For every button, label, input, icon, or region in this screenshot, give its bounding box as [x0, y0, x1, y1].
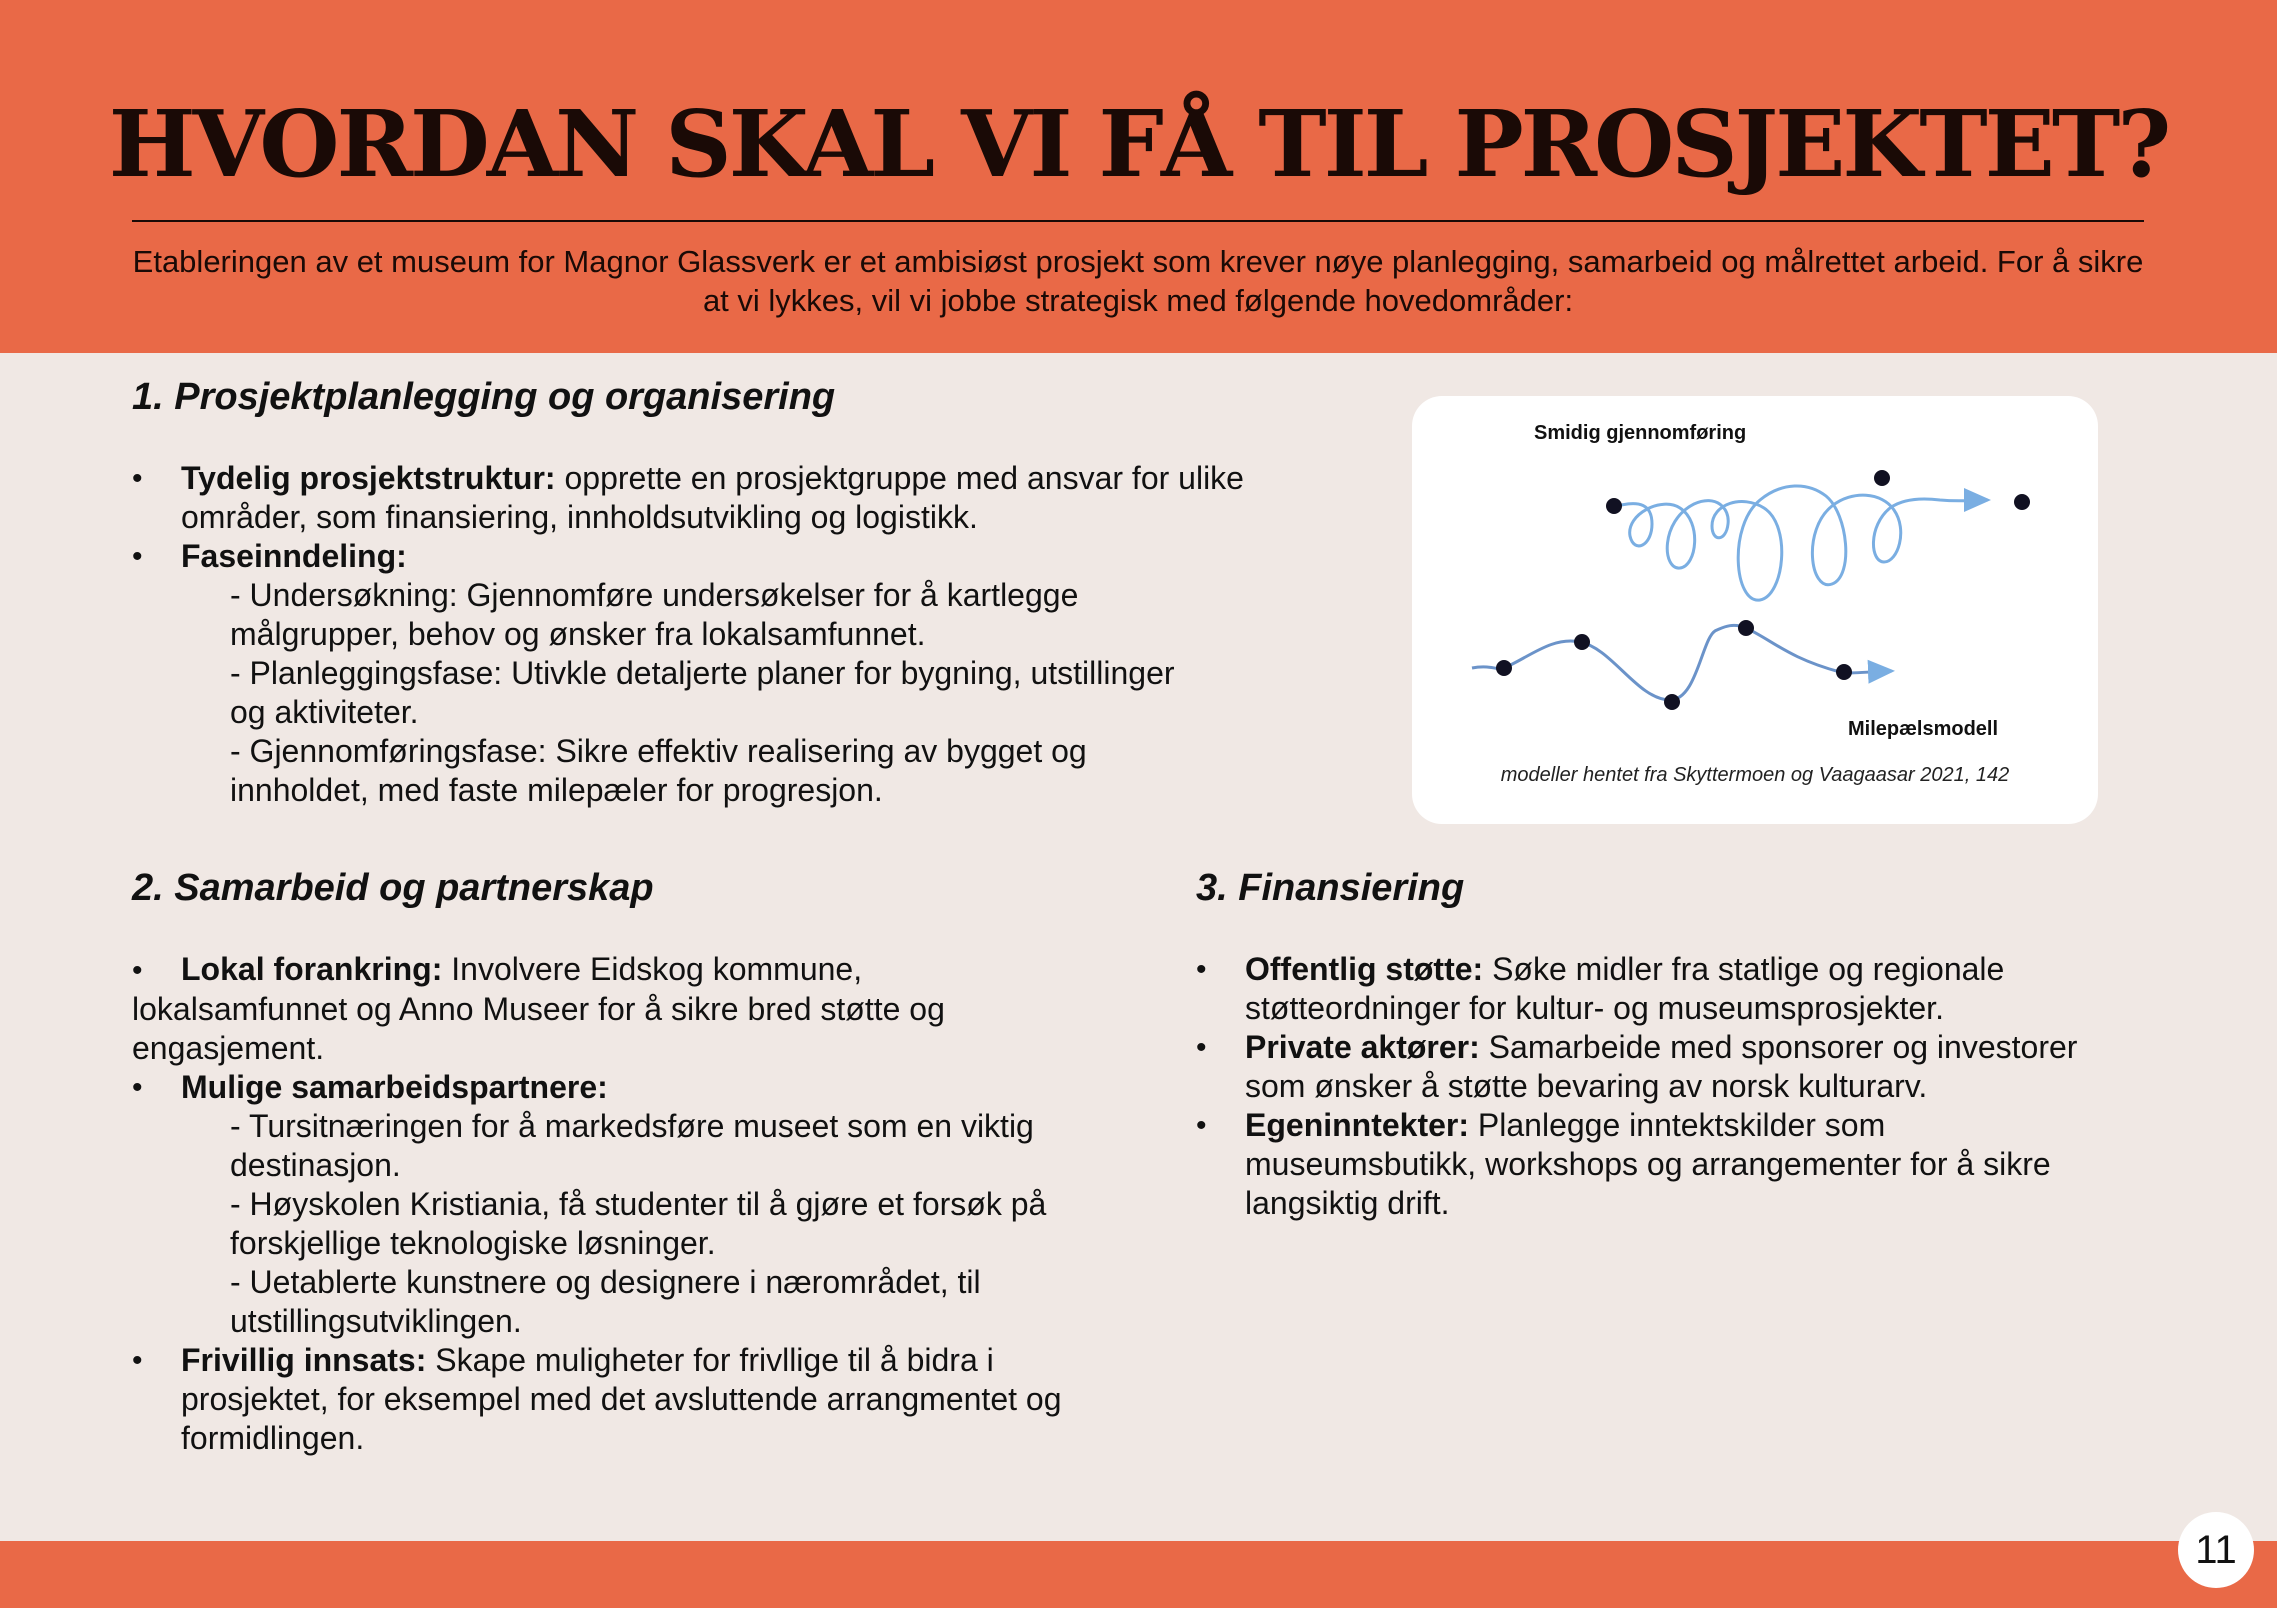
section-2-heading: 2. Samarbeid og partnerskap: [132, 867, 654, 909]
list-item: [1196, 1028, 2096, 1106]
agile-curve: [1610, 486, 1988, 600]
section-3-heading: 3. Finansiering: [1196, 867, 1465, 909]
sub-item: - Undersøkning: Gjennomføre undersøkelser for å kartlegge målgrupper, behov og ønsker fra lokalsamfunnet.: [230, 577, 1079, 652]
header-band: [0, 0, 2277, 353]
item-text: Planlegge inntektskilder som museumsbutikk, workshops og arrangementer for å sikre langsiktig drift.: [1245, 1107, 2051, 1221]
bullet: •: [1196, 1109, 1207, 1142]
list-item: [132, 459, 1332, 537]
item-text: opprette en prosjektgruppe med ansvar for ulike områder, som finansiering, innholdsutvikling og logistikk.: [181, 460, 1244, 535]
milestone-label: Milepælsmodell: [1848, 718, 1999, 740]
item-label: Egeninntekter:: [1245, 1107, 1470, 1143]
item-label: Offentlig støtte:: [1245, 951, 1484, 987]
item-text: Søke midler fra statlige og regionale støtteordninger for kultur- og museumsprosjekter.: [1245, 951, 2005, 1026]
list-item: [132, 1341, 1112, 1458]
bullet: •: [132, 540, 143, 573]
section-2-list: [132, 950, 1112, 1458]
section-1-list: [132, 459, 1332, 810]
item-label: Faseinndeling:: [181, 538, 407, 574]
page-number: 11: [2178, 1512, 2254, 1588]
list-item: [132, 950, 1032, 1068]
sub-item: - Tursitnæringen for å markedsføre museet som en viktig destinasjon.: [230, 1108, 1034, 1183]
model-figure-card: [1412, 396, 2098, 824]
page-title: HVORDAN SKAL VI FÅ TIL PROSJEKTET?: [108, 90, 2169, 198]
item-label: Mulige samarbeidspartnere:: [181, 1069, 608, 1105]
intro-text: Etableringen av et museum for Magnor Glassverk er et ambisiøst prosjekt som krever nøye planlegging, samarbeid og målrettet arbeid. For å sikre at vi lykkes, vil vi jobbe strategisk med følgende hovedområder:: [132, 244, 2144, 318]
item-label: Lokal forankring:: [181, 951, 443, 987]
bullet: •: [132, 462, 143, 495]
item-label: Private aktører:: [1245, 1029, 1480, 1065]
milestone-curve: [1472, 625, 1892, 700]
bullet: •: [132, 1344, 143, 1377]
sub-item: - Høyskolen Kristiania, få studenter til å gjøre et forsøk på forskjellige teknologiske løsninger.: [230, 1186, 1047, 1261]
sub-item: - Planleggingsfase: Utivkle detaljerte planer for bygning, utstillinger og aktiviteter.: [230, 655, 1175, 730]
item-text: Samarbeide med sponsorer og investorer som ønsker å støtte bevaring av norsk kulturarv.: [1245, 1029, 2078, 1104]
list-item: [132, 1068, 1112, 1341]
figure-caption: modeller hentet fra Skyttermoen og Vaagaasar 2021, 142: [1500, 764, 2010, 786]
item-text: Skape muligheter for frivllige til å bidra i prosjektet, for eksempel med det avsluttende arrangmentet og formidlingen.: [181, 1342, 1062, 1456]
sub-item: - Gjennomføringsfase: Sikre effektiv realisering av bygget og innholdet, med faste milepæler for progresjon.: [230, 733, 1087, 808]
item-text: Involvere Eidskog kommune, lokalsamfunnet og Anno Museer for å sikre bred støtte og engasjement.: [132, 951, 945, 1066]
section-3-list: [1196, 950, 2096, 1223]
bullet: •: [1196, 1031, 1207, 1064]
agile-label: Smidig gjennomføring: [1534, 422, 1747, 444]
bullet: •: [132, 1071, 143, 1104]
item-label: Frivillig innsats:: [181, 1342, 427, 1378]
bullet: •: [1196, 953, 1207, 986]
list-item: [132, 537, 1332, 810]
title-divider: [132, 220, 2144, 222]
item-label: Tydelig prosjektstruktur:: [181, 460, 556, 496]
sub-item: - Uetablerte kunstnere og designere i nærområdet, til utstillingsutviklingen.: [230, 1264, 981, 1339]
list-item: [1196, 950, 2096, 1028]
bullet: •: [132, 954, 143, 987]
list-item: [1196, 1106, 2096, 1223]
section-1-heading: 1. Prosjektplanlegging og organisering: [132, 376, 836, 418]
model-diagram: [1412, 396, 2098, 824]
footer-band: [0, 1541, 2277, 1608]
